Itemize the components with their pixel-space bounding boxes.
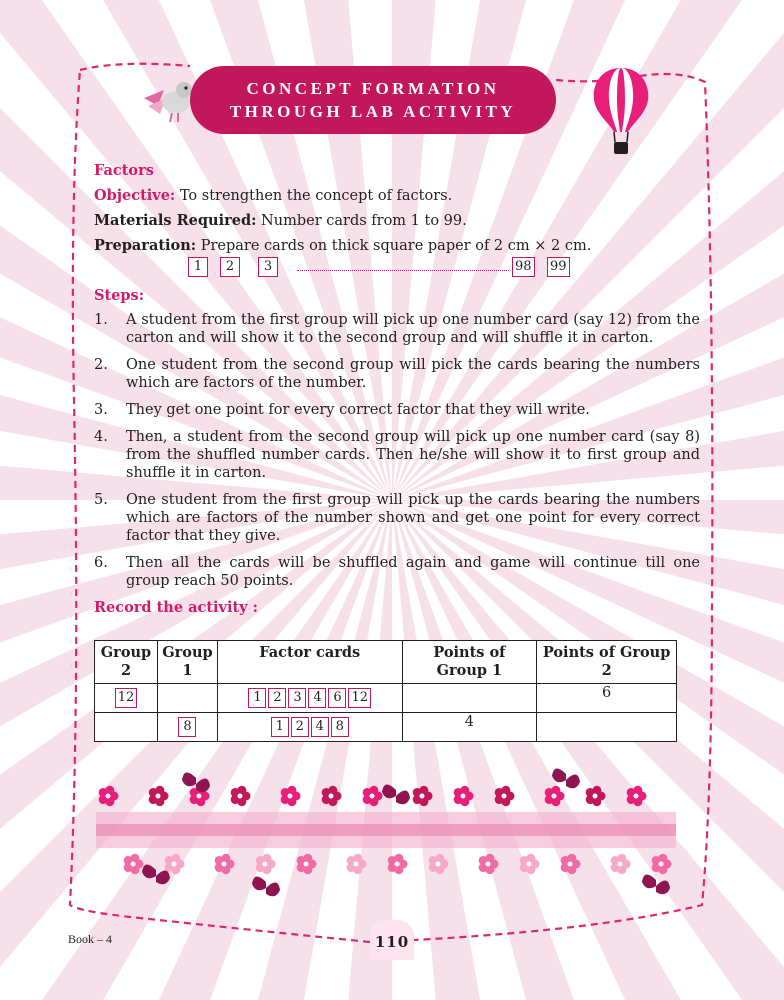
flower-icon [149,786,169,806]
points-value: 6 [602,685,612,701]
flower-icon [479,854,499,874]
factor-card: 2 [291,717,309,737]
step-item: 3. They get one point for every correct factor that they will write. [94,402,590,418]
flower-icon [454,786,474,806]
flower-icon [652,854,672,874]
preparation-line [94,237,700,255]
header-points-group-2: Points of Group 2 [537,641,677,684]
objective-line [94,187,700,205]
book-label: Book – 4 [68,932,113,946]
page-number: 110 [370,920,414,960]
table-row [95,684,677,713]
record-heading: Record the activity : [94,599,259,616]
steps-heading: Steps: [94,287,145,304]
number-card: 99 [547,257,570,277]
flower-icon [429,854,449,874]
flower-butterfly-border [96,760,676,900]
header-factor-cards: Factor cards [217,641,402,684]
preparation-label: Preparation: [94,237,197,254]
bird-icon [138,76,198,124]
preparation-text: Prepare cards on thick square paper of 2 cm × 2 cm. [196,238,592,254]
butterfly-icon [552,768,580,788]
objective-label: Objective: [94,187,176,204]
factor-card: 6 [328,688,346,708]
factor-cards-cell [217,713,402,742]
topic-heading: Factors [94,162,154,179]
flower-icon [611,854,631,874]
factor-card: 4 [311,717,329,737]
flower-icon [545,786,565,806]
flower-icon [586,786,606,806]
flower-icon [124,854,144,874]
flower-icon [322,786,342,806]
number-card: 12 [115,688,138,708]
factor-card: 4 [308,688,326,708]
number-card: 98 [512,257,535,277]
butterfly-icon [642,874,670,894]
header-group-2: Group 2 [95,641,158,684]
flower-icon [215,854,235,874]
materials-text: Number cards from 1 to 99. [256,213,467,229]
activity-content [94,162,700,617]
flower-icon [388,854,408,874]
flower-icon [561,854,581,874]
hot-air-balloon-icon [590,66,652,156]
banner-line-1: CONCEPT FORMATION [246,79,500,98]
butterfly-icon [382,784,410,804]
flower-icon [231,786,251,806]
header-points-group-1: Points of Group 1 [402,641,537,684]
flower-icon [281,786,301,806]
record-table [94,640,677,742]
flower-icon [256,854,276,874]
dotted-continuation [297,270,509,271]
butterfly-icon [182,772,210,792]
step-item: 1. A student from the first group will pick up one number card (say 12) from the carton and will show it to the second group and will shuffle it in carton. [94,312,700,346]
step-item: 2. One student from the second group will pick the cards bearing the numbers which are factors of the number. [94,357,700,391]
factor-card: 12 [348,688,371,708]
flower-icon [495,786,515,806]
factor-card: 1 [248,688,266,708]
number-card: 3 [258,257,278,277]
factor-card: 3 [288,688,306,708]
flower-icon [363,786,383,806]
table-row [95,713,677,742]
number-card: 1 [188,257,208,277]
step-item: 6. Then all the cards will be shuffled again and game will continue till one group reach 50 points. [94,555,700,589]
flower-icon [99,786,119,806]
flower-icon [413,786,433,806]
points-value: 4 [464,714,474,730]
number-cards-row [94,257,700,281]
flower-icon [627,786,647,806]
activity-banner [190,66,556,134]
factor-card: 8 [331,717,349,737]
materials-line [94,212,700,230]
factor-cards-cell [217,684,402,713]
step-item: 4. Then, a student from the second group will pick up one number card (say 8) from the shuffled number cards. Then he/she will show it to first group and shuffle it in carton. [94,429,700,481]
flower-icon [165,854,185,874]
objective-text: To strengthen the concept of factors. [175,188,453,204]
step-item: 5. One student from the first group will pick up the cards bearing the numbers which are factors of the number shown and get one point for every correct factor that they give. [94,492,700,544]
banner-line-2: THROUGH LAB ACTIVITY [229,102,517,121]
table-header-row [95,641,677,684]
butterfly-icon [252,876,280,896]
factor-card: 2 [268,688,286,708]
factor-card: 1 [271,717,289,737]
header-group-1: Group 1 [157,641,217,684]
flower-icon [347,854,367,874]
number-card: 2 [220,257,240,277]
steps-list [94,311,700,590]
flower-icon [520,854,540,874]
number-card: 8 [178,717,196,737]
materials-label: Materials Required: [94,212,257,229]
flower-icon [297,854,317,874]
